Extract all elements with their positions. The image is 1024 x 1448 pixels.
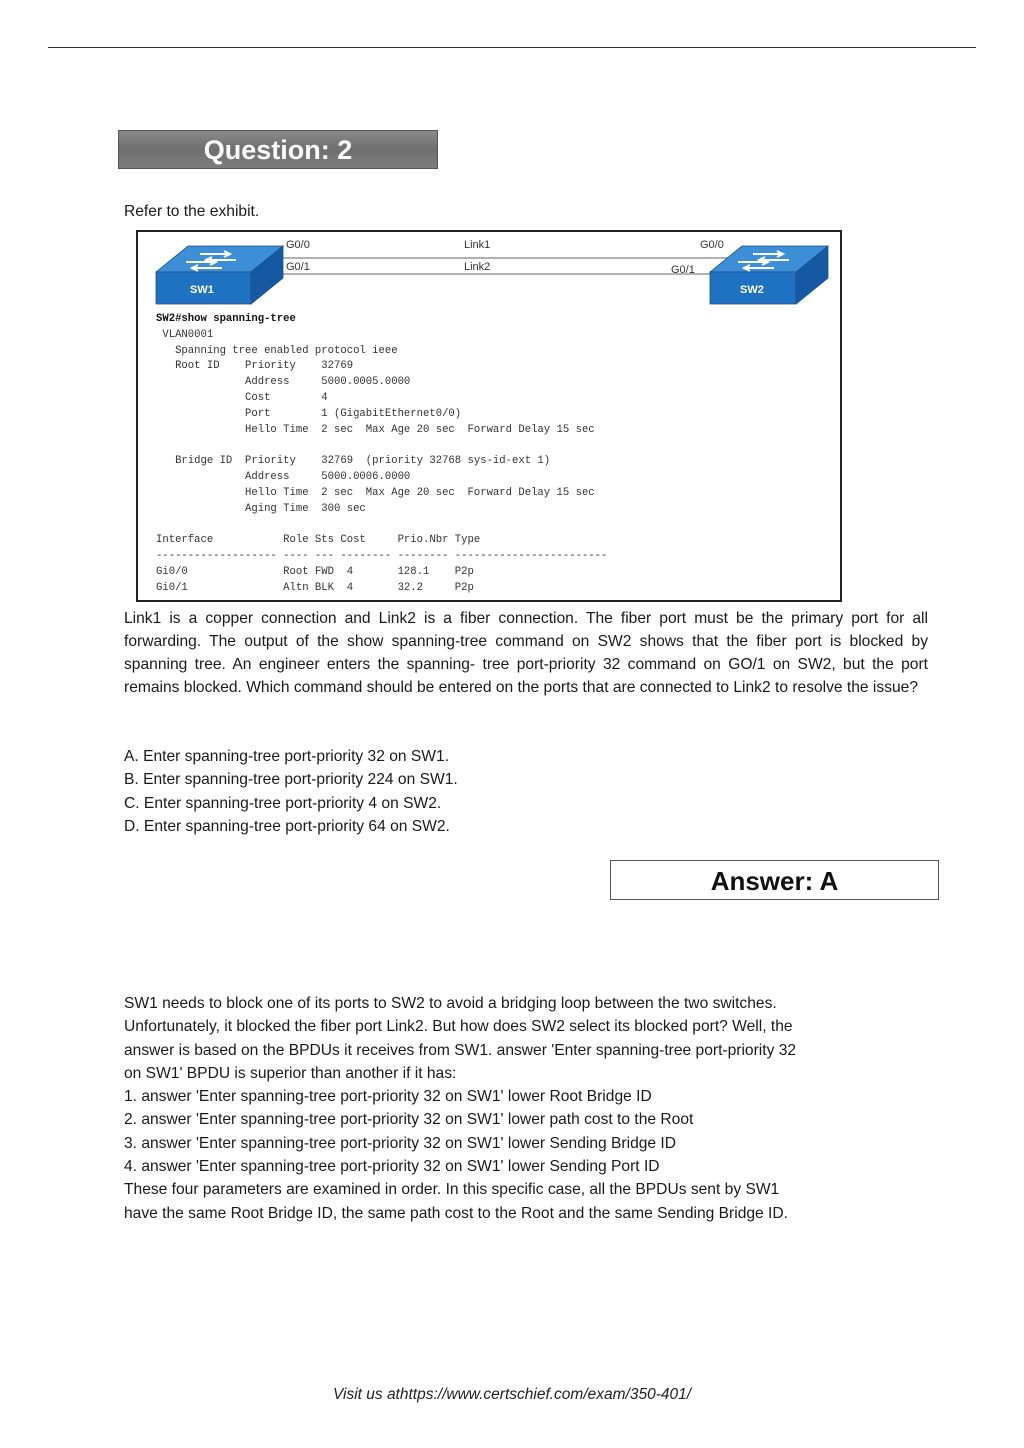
sw2-switch-icon [710,246,828,304]
sw1-link1-port-label: G0/0 [286,239,310,251]
cli-command: SW2#show spanning-tree [156,313,296,325]
cli-output: VLAN0001 Spanning tree enabled protocol ieee Root ID Priority 32769 Address 5000.0005.0000 Cost 4 Port 1 (GigabitEthernet0/0) Hello Time 2 sec Max Age 20 sec Forward Delay 15 sec Bridge ID Priority 32769 (priority 32768 sys-id-ext 1) Address 5000.0006.0000 Hello Time 2 sec Max Age 20 sec Forward Delay 15 sec Aging Time 300 sec Interface Role Sts Cost Prio.Nbr Type ------------------- ---- --- -------- -------- ------------------------ Gi0/0 Root FWD 4 128.1 P2p Gi0/1 Altn BLK 4 32.2 P2p [156,328,608,594]
explanation-line: answer is based on the BPDUs it receives from SW1. answer 'Enter spanning-tree port-priority 32 [124,1041,797,1059]
sw1-link2-port-label: G0/1 [286,261,310,273]
exhibit-lead-text: Refer to the exhibit. [124,203,260,220]
explanation-line: have the same Root Bridge ID, the same path cost to the Root and the same Sending Bridge ID. [124,1204,788,1222]
option-d: D. Enter spanning-tree port-priority 64 on SW2. [124,817,450,835]
answer-box: Answer: A [610,860,939,900]
question-text: Link1 is a copper connection and Link2 is a fiber connection. The fiber port must be the primary port for all forwarding. The output of the show spanning-tree command on SW2 shows that the fiber port is blocked by spanning tree. An engineer enters the spanning- tree port-priority 32 command on GO/1 on SW2, but the port remains blocked. Which command should be entered on the ports that are connected to Link2 to resolve the issue? [124,610,928,696]
explanation-line: 2. answer 'Enter spanning-tree port-priority 32 on SW1' lower path cost to the Root [124,1111,694,1129]
answer-options [124,745,458,838]
link2-label: Link2 [464,261,491,273]
footer-link-text[interactable]: Visit us athttps://www.certschief.com/exam/350-401/ [332,1386,692,1403]
exhibit-image [136,230,842,602]
explanation-line: on SW1' BPDU is superior than another if it has: [124,1064,457,1082]
sw2-link1-port-label: G0/0 [700,239,724,251]
option-c: C. Enter spanning-tree port-priority 4 on SW2. [124,794,442,812]
explanation [124,992,944,1225]
link1-label: Link1 [464,239,491,251]
explanation-line: 4. answer 'Enter spanning-tree port-priority 32 on SW1' lower Sending Port ID [124,1158,660,1176]
explanation-line: 1. answer 'Enter spanning-tree port-priority 32 on SW1' lower Root Bridge ID [124,1088,652,1106]
sw2-link2-port-label: G0/1 [671,264,695,276]
option-b: B. Enter spanning-tree port-priority 224 on SW1. [124,771,458,789]
header-rule [48,47,976,48]
question-banner: Question: 2 [118,130,438,169]
explanation-line: These four parameters are examined in order. In this specific case, all the BPDUs sent by SW1 [124,1181,780,1199]
explanation-line: 3. answer 'Enter spanning-tree port-priority 32 on SW1' lower Sending Bridge ID [124,1134,677,1152]
explanation-line: SW1 needs to block one of its ports to SW2 to avoid a bridging loop between the two switches. [124,995,777,1012]
explanation-line: Unfortunately, it blocked the fiber port Link2. But how does SW2 select its blocked port? Well, the [124,1018,793,1036]
option-a: A. Enter spanning-tree port-priority 32 on SW1. [124,748,450,765]
sw1-switch-icon [156,246,283,304]
sw1-label: SW1 [190,284,214,296]
sw2-label: SW2 [740,284,764,296]
cli-output-block [156,312,607,596]
